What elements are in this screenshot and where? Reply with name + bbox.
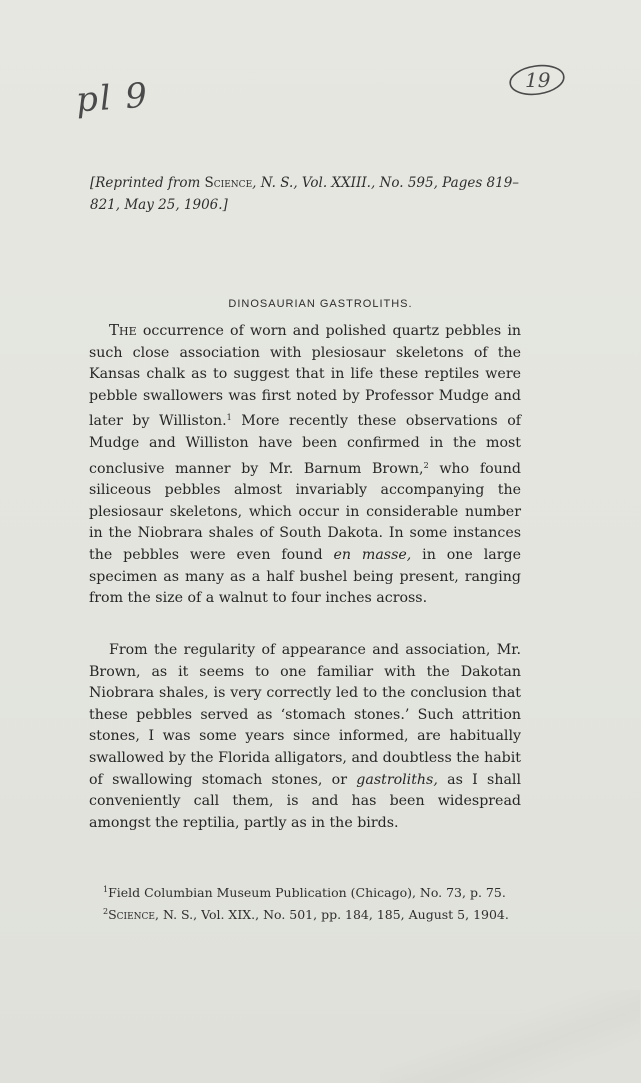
paragraph-1-text-b: More recently these observations of Mudge and Williston have been confirmed in the most conclusive manner by Mr. Barnum Brown, — [89, 413, 521, 477]
footnotes — [89, 880, 521, 924]
citation-journal: Science — [204, 175, 253, 191]
paragraph-2-text-b: as I shall conveniently call them, is and has been widespread amongst the reptilia, partly as in the birds. — [89, 771, 521, 831]
paragraph-2 — [89, 640, 521, 834]
circled-number-text: 19 — [525, 68, 551, 92]
footnote-ref-2: 2 — [423, 460, 429, 470]
citation-prefix: [Reprinted from — [90, 175, 205, 191]
paragraph-2-italic: gastroliths, — [356, 771, 438, 788]
footnote-1-text: Field Columbian Museum Publication (Chicago), No. 73, p. 75. — [108, 885, 506, 900]
paragraph-1-text-c: who found siliceous pebbles almost invariably accompanying the plesiosaur skeletons, which occur in considerable number in the Niobrara shales of South Dakota. In some instances the pebbles were even found — [89, 460, 521, 563]
handwritten-circled-number — [507, 62, 567, 98]
footnote-1 — [89, 880, 521, 902]
paragraph-1 — [89, 320, 521, 610]
footnote-2-text: , N. S., Vol. XIX., No. 501, pp. 184, 185, August 5, 1904. — [155, 907, 509, 922]
paper-stain — [380, 990, 640, 1083]
footnote-2-mark: 2 — [103, 907, 109, 916]
article-title: DINOSAURIAN GASTROLITHS. — [228, 298, 413, 310]
paragraph-1-text-d: in one large specimen as many as a half bushel being present, ranging from the size of a walnut to four inches across. — [89, 546, 521, 607]
footnote-1-mark: 1 — [103, 885, 109, 894]
handwritten-mark-left: pl 9 — [74, 75, 151, 121]
circle-mark-icon — [507, 62, 567, 98]
citation-details: , N. S., Vol. XXIII., No. 595, Pages 819–821, May 25, 1906.] — [90, 175, 520, 213]
footnote-ref-1: 1 — [226, 413, 232, 423]
footnote-2 — [89, 902, 521, 924]
paragraph-1-lead: The — [109, 321, 137, 339]
paragraph-1-text-a: occurrence of worn and polished quartz pebbles in such close association with plesiosaur skeletons of the Kansas chalk as to suggest that in life these reptiles were pebble swallowers was first noted by Professor Mudge and later by Williston. — [89, 323, 521, 430]
paragraph-2-text-a: From the regularity of appearance and association, Mr. Brown, as it seems to one familiar with the Dakotan Niobrara shales, is very correctly led to the conclusion that these pebbles served as ‘stomach stones.’ Such attrition stones, I was some years since informed, are habitually swallowed by the Florida alligators, and doubtless the habit of swallowing stomach stones, or — [89, 642, 521, 788]
footnote-2-journal: Science — [108, 907, 155, 922]
reprint-citation — [90, 172, 540, 216]
paragraph-1-italic: en masse, — [333, 546, 412, 563]
